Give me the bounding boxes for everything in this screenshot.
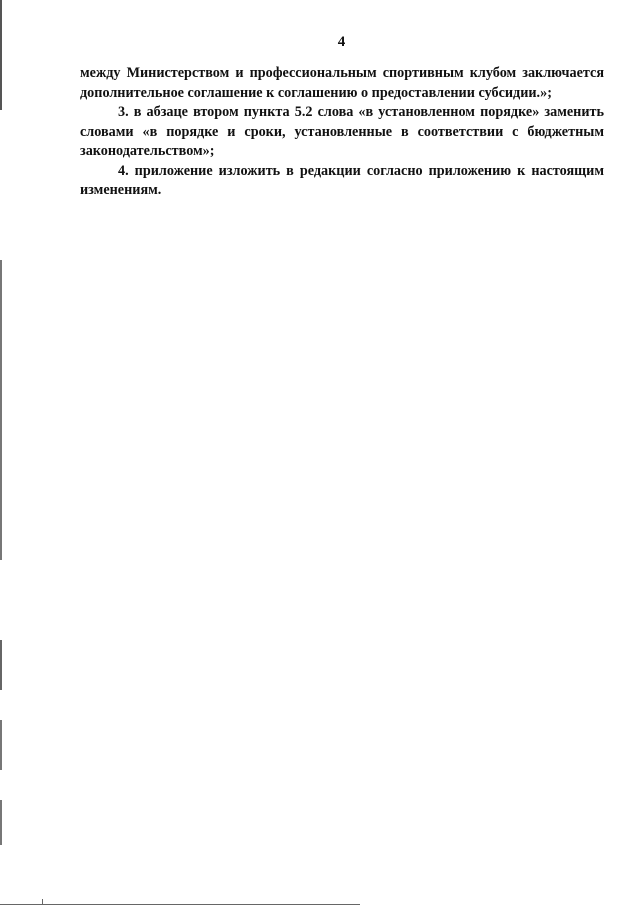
- page-number: 4: [337, 34, 346, 50]
- paragraph-item-4: 4. приложение изложить в редакции согласно приложению к настоящим изменениям.: [80, 162, 604, 198]
- scan-left-edge: [0, 0, 2, 905]
- paragraph-item-3: 3. в абзаце втором пункта 5.2 слова «в установленном порядке» заменить словами «в порядке и сроки, установленные в соответствии с бюджетным законодательством»;: [80, 104, 604, 159]
- document-body: [80, 64, 604, 201]
- paragraph-continuation: между Министерством и профессиональным спортивным клубом заключается дополнительное соглашение к соглашению о предоставлении субсидии.»;: [80, 65, 604, 101]
- scan-bottom-tick: [42, 899, 43, 905]
